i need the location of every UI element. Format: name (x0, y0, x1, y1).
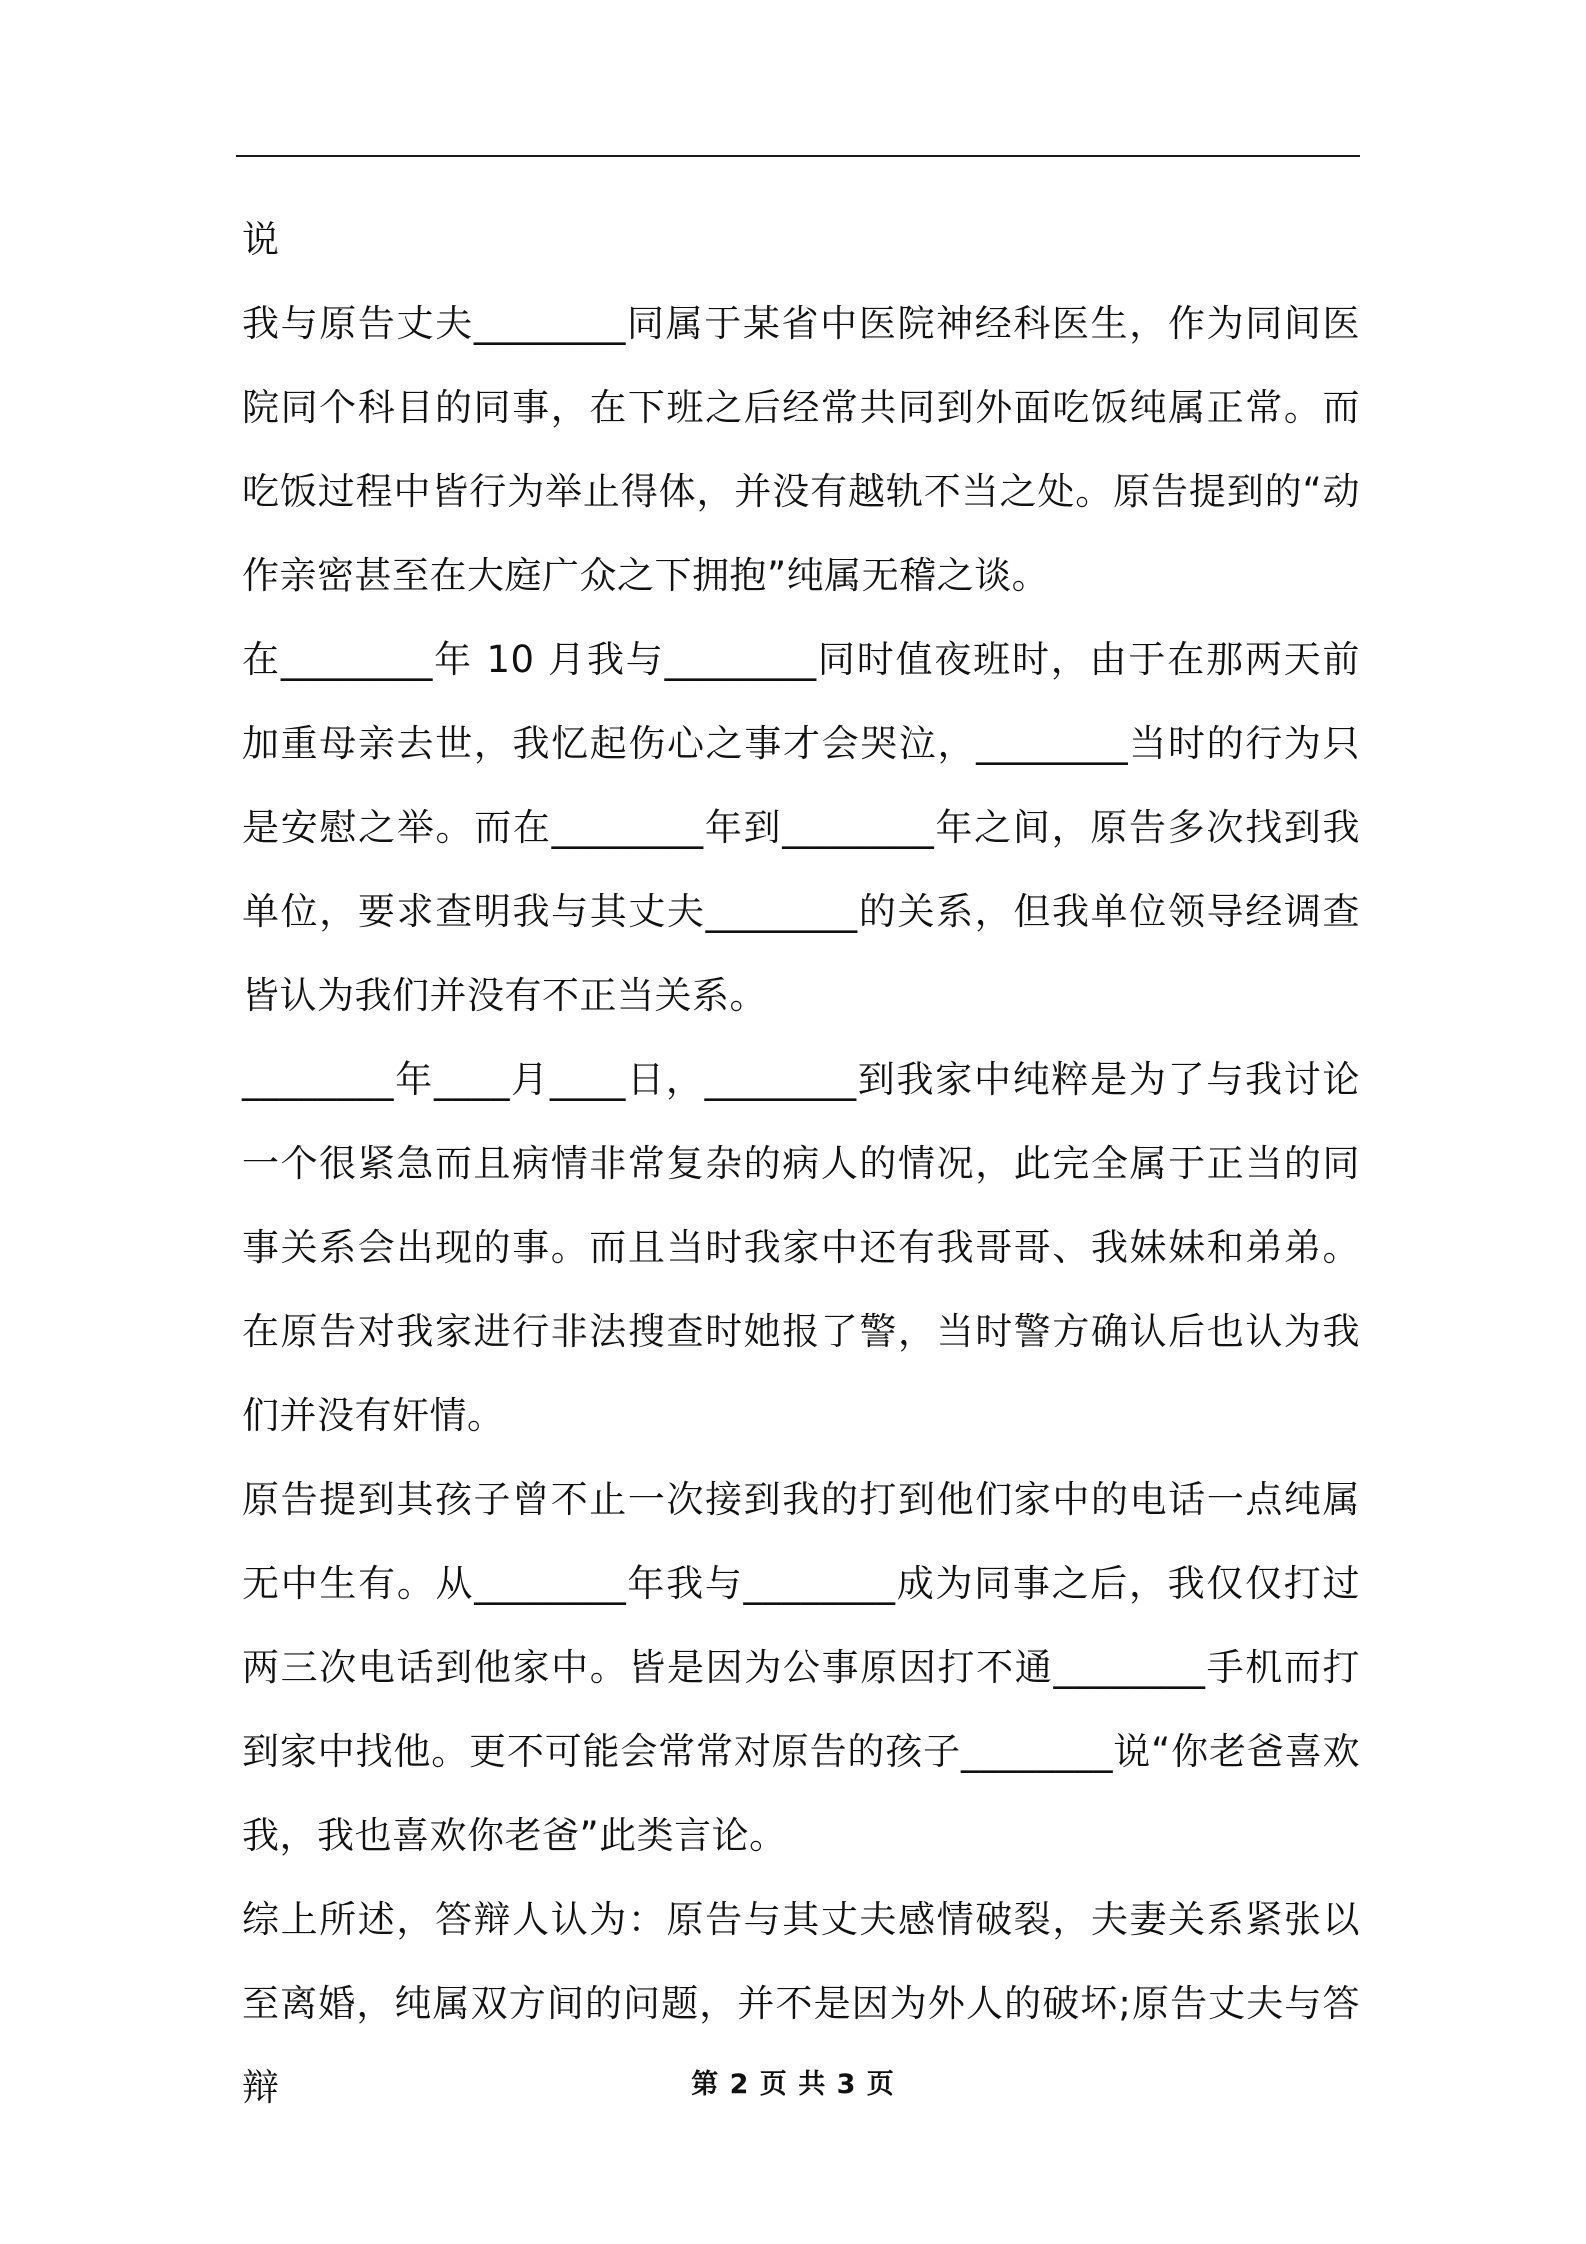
document-body (242, 198, 1360, 2130)
paragraph-phone-calls: 原告提到其孩子曾不止一次接到我的打到他们家中的电话一点纯属无中生有。从________年我与________成为同事之后，我仅仅打过两三次电话到他家中。皆是因为公事原因打不通________手机而打到家中找他。更不可能会常常对原告的孩子________说“你老爸喜欢我，我也喜欢你老爸”此类言论。 (242, 1478, 1360, 1857)
paragraph-continuation: 说 (242, 218, 280, 261)
paragraph-home-visit: ________年____月____日，________到我家中纯粹是为了与我讨论一个很紧急而且病情非常复杂的病人的情况，此完全属于正当的同事关系会出现的事。而且当时我家中还有我哥哥、我妹妹和弟弟。在原告对我家进行非法搜查时她报了警，当时警方确认后也认为我们并没有奸情。 (242, 1058, 1360, 1437)
header-rule (236, 155, 1360, 157)
paragraph-conclusion: 综上所述，答辩人认为：原告与其丈夫感情破裂，夫妻关系紧张以至离婚，纯属双方间的问题，并不是因为外人的破坏;原告丈夫与答辩 (242, 1898, 1360, 2109)
paragraph-colleague-relationship: 我与原告丈夫________同属于某省中医院神经科医生，作为同间医院同个科目的同事，在下班之后经常共同到外面吃饭纯属正常。而吃饭过程中皆行为举止得体，并没有越轨不当之处。原告提到的“动作亲密甚至在大庭广众之下拥抱”纯属无稽之谈。 (242, 302, 1360, 597)
paragraph-night-shift: 在________年 10 月我与________同时值夜班时，由于在那两天前加重母亲去世，我忆起伤心之事才会哭泣，________当时的行为只是安慰之举。而在________年到________年之间，原告多次找到我单位，要求查明我与其丈夫________的关系，但我单位领导经调查皆认为我们并没有不正当关系。 (242, 638, 1360, 1017)
page-number: 第 2 页 共 3 页 (691, 2069, 895, 2100)
